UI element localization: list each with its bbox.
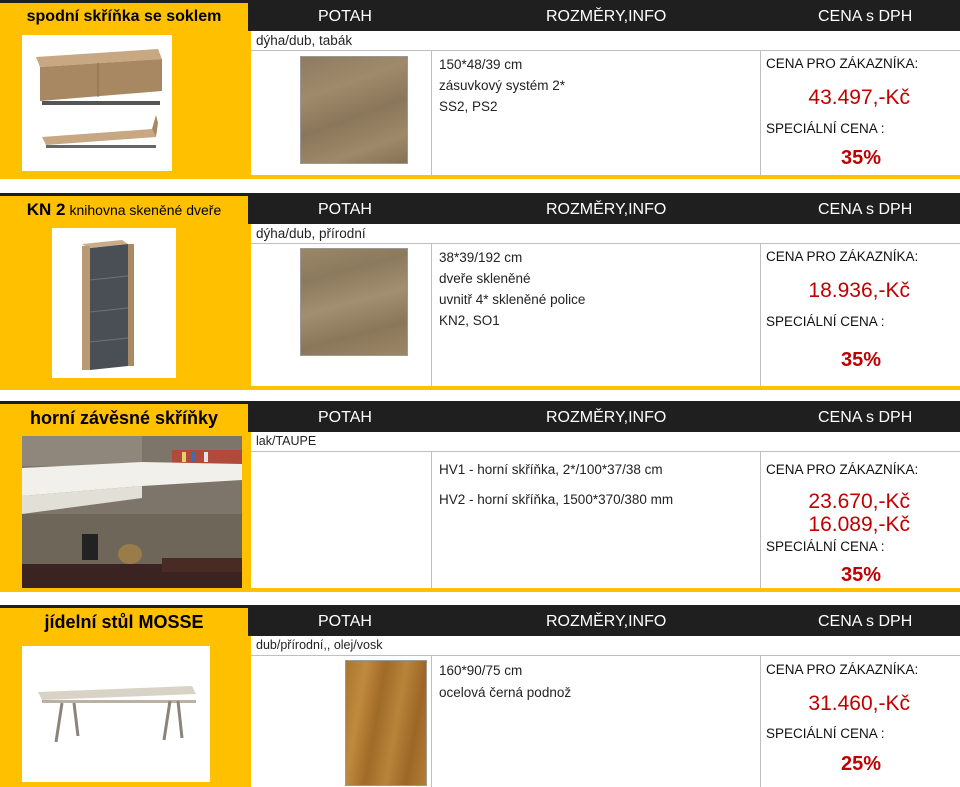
info-line: dveře skleněné (439, 271, 531, 286)
column-potah: POTAH (318, 201, 372, 218)
wood-swatch (300, 56, 408, 164)
wall-cabinets-photo (22, 436, 242, 588)
product-title: knihovna skeněné dveře (69, 202, 222, 218)
column-cena: CENA s DPH (818, 409, 913, 426)
info-line: 150*48/39 cm (439, 57, 523, 72)
discount: 35% (841, 564, 882, 586)
info-line: zásuvkový systém 2* (439, 78, 566, 93)
divider (760, 451, 761, 588)
info-line: ocelová černá podnož (439, 685, 572, 700)
sideboard-illustration (22, 35, 172, 171)
divider (431, 50, 432, 175)
section-header (0, 401, 960, 432)
wood-swatch (300, 248, 408, 356)
info-line: HV2 - horní skříňka, 1500*370/380 mm (439, 492, 674, 507)
column-rozmery: ROZMĚRY,INFO (546, 8, 667, 25)
customer-price-label: CENA PRO ZÁKAZNÍKA: (766, 462, 919, 477)
product-image (22, 436, 242, 588)
discount: 25% (841, 753, 882, 775)
section-header (0, 193, 960, 224)
material-text: dýha/dub, tabák (256, 33, 353, 48)
wood-swatch (345, 660, 427, 786)
info-line: 160*90/75 cm (439, 663, 523, 678)
product-title: spodní skříňka se soklem (0, 3, 248, 31)
special-price-label: SPECIÁLNÍ CENA : (766, 726, 885, 741)
divider (760, 655, 761, 787)
divider (431, 655, 432, 787)
divider (760, 243, 761, 386)
divider (251, 655, 960, 656)
customer-price-label: CENA PRO ZÁKAZNÍKA: (766, 249, 919, 264)
divider (431, 243, 432, 386)
price: 18.936,-Kč (808, 279, 910, 302)
product-image (52, 228, 176, 378)
info-line: SS2, PS2 (439, 99, 498, 114)
customer-price-label: CENA PRO ZÁKAZNÍKA: (766, 56, 919, 71)
column-cena: CENA s DPH (818, 8, 913, 25)
column-potah: POTAH (318, 613, 372, 630)
special-price-label: SPECIÁLNÍ CENA : (766, 314, 885, 329)
price: 16.089,-Kč (808, 513, 910, 536)
price: 23.670,-Kč (808, 490, 910, 513)
info-line: HV1 - horní skříňka, 2*/100*37/38 cm (439, 462, 663, 477)
column-cena: CENA s DPH (818, 201, 913, 218)
product-title: horní závěsné skříňky (0, 404, 248, 432)
material-text: lak/TAUPE (256, 434, 317, 448)
special-price-label: SPECIÁLNÍ CENA : (766, 539, 885, 554)
column-cena: CENA s DPH (818, 613, 913, 630)
special-price-label: SPECIÁLNÍ CENA : (766, 121, 885, 136)
divider (431, 451, 432, 588)
divider (251, 451, 960, 452)
table-illustration (22, 646, 210, 782)
divider (251, 243, 960, 244)
divider (760, 50, 761, 175)
section-header (0, 605, 960, 636)
column-rozmery: ROZMĚRY,INFO (546, 409, 667, 426)
info-line: 38*39/192 cm (439, 250, 523, 265)
info-line: KN2, SO1 (439, 313, 500, 328)
price: 31.460,-Kč (808, 692, 910, 715)
material-text: dub/přírodní,, olej/vosk (256, 638, 383, 652)
product-image (22, 646, 210, 782)
section-header (0, 0, 960, 31)
info-line: uvnitř 4* skleněné police (439, 292, 586, 307)
product-title: jídelní stůl MOSSE (0, 608, 248, 636)
divider (251, 50, 960, 51)
column-potah: POTAH (318, 409, 372, 426)
customer-price-label: CENA PRO ZÁKAZNÍKA: (766, 662, 919, 677)
material-text: dýha/dub, přírodní (256, 226, 366, 241)
bookcase-illustration (52, 228, 176, 378)
product-image (22, 35, 172, 171)
discount: 35% (841, 147, 882, 169)
column-rozmery: ROZMĚRY,INFO (546, 613, 667, 630)
product-title-wrap (0, 196, 248, 224)
discount: 35% (841, 349, 882, 371)
product-code: KN 2 (26, 200, 66, 219)
column-rozmery: ROZMĚRY,INFO (546, 201, 667, 218)
price: 43.497,-Kč (808, 86, 910, 109)
column-potah: POTAH (318, 8, 372, 25)
